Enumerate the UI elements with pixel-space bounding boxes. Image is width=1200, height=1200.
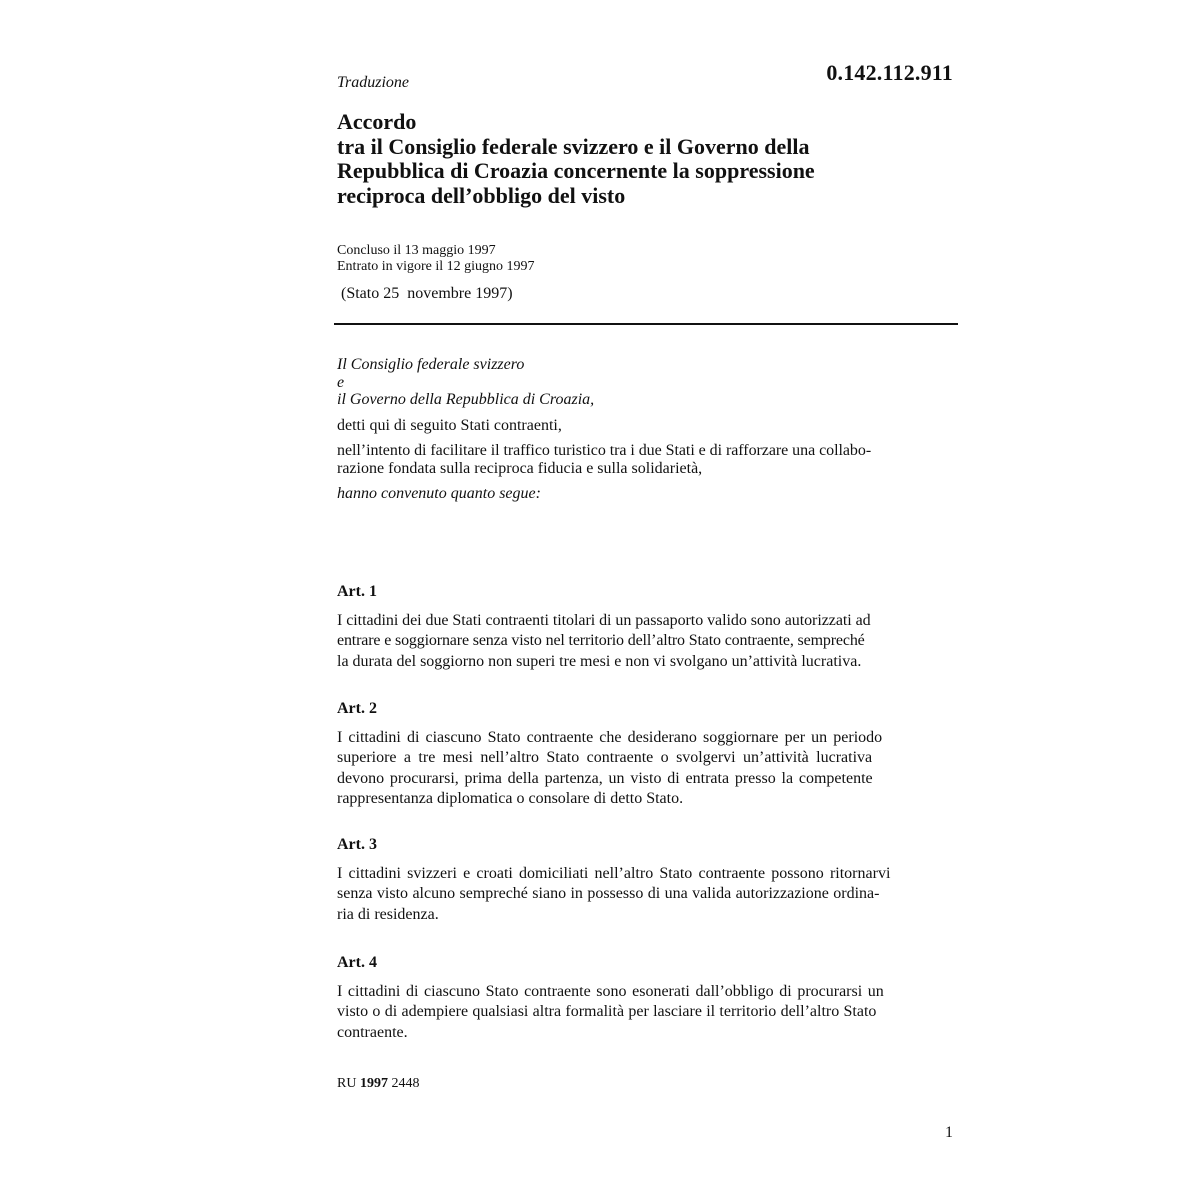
article-heading: Art. 2: [337, 700, 377, 717]
article-heading: Art. 3: [337, 836, 377, 853]
article-line: senza visto alcuno sempreché siano in possesso di una valida autorizzazione ordina-: [337, 885, 880, 903]
preamble-agreed: hanno convenuto quanto segue:: [337, 485, 541, 502]
article-line: entrare e soggiornare senza visto nel territorio dell’altro Stato contraente, sempreché: [337, 632, 865, 650]
translation-label: Traduzione: [337, 74, 410, 91]
concluded-date: Concluso il 13 maggio 1997: [337, 243, 496, 258]
article-line: I cittadini di ciascuno Stato contraente sono esonerati dall’obbligo di procurarsi un: [337, 983, 884, 1000]
article-line: contraente.: [337, 1023, 408, 1041]
article-line: I cittadini svizzeri e croati domiciliati nell’altro Stato contraente possono ritornarvi: [337, 865, 891, 882]
article-heading: Art. 1: [337, 583, 377, 600]
page-number: 1: [945, 1124, 953, 1141]
preamble-party-1: Il Consiglio federale svizzero: [337, 356, 525, 373]
title-line: Repubblica di Croazia concernente la soppressione: [337, 158, 815, 183]
title-line: reciproca dell’obbligo del visto: [337, 182, 626, 208]
preamble-intent: [337, 442, 955, 477]
sr-number: 0.142.112.911: [826, 60, 953, 85]
title-line: Accordo: [337, 109, 417, 134]
article-line: rappresentanza diplomatica o consolare di detto Stato.: [337, 789, 684, 807]
article-body: [337, 728, 955, 809]
document-title: [337, 110, 955, 208]
official-collection-reference: [337, 1076, 955, 1092]
article-body: [337, 864, 955, 925]
in-force-date: Entrato in vigore il 12 giugno 1997: [337, 259, 535, 274]
status-date: (Stato 25 novembre 1997): [337, 285, 513, 302]
article-line: devono procurarsi, prima della partenza, un visto di entrata presso la competente: [337, 769, 873, 787]
article-line: visto o di adempiere qualsiasi altra formalità per lasciare il territorio dell’altro Stato: [337, 1003, 877, 1021]
preamble-conjunction: e: [337, 373, 345, 391]
article-line: superiore a tre mesi nell’altro Stato contraente o svolgervi un’attività lucrativa: [337, 749, 873, 767]
article-line: la durata del soggiorno non superi tre mesi e non vi svolgano un’attività lucrativa.: [337, 652, 862, 670]
preamble-intent-line: nell’intento di facilitare il traffico turistico tra i due Stati e di rafforzare una collabo-: [337, 442, 872, 459]
ru-page: 2448: [391, 1076, 420, 1091]
ru-year: 1997: [359, 1076, 388, 1091]
article-line: ria di residenza.: [337, 905, 439, 923]
header-divider: [334, 323, 958, 325]
preamble: [337, 356, 955, 503]
title-line: tra il Consiglio federale svizzero e il Governo della: [337, 133, 810, 159]
ru-prefix: RU: [337, 1076, 357, 1091]
document-meta: [337, 243, 955, 275]
preamble-intent-line: razione fondata sulla reciproca fiducia e sulla solidarietà,: [337, 459, 703, 477]
preamble-designation: detti qui di seguito Stati contraenti,: [337, 416, 562, 434]
article-line: I cittadini di ciascuno Stato contraente che desiderano soggiornare per un periodo: [337, 729, 883, 746]
article-line: I cittadini dei due Stati contraenti titolari di un passaporto valido sono autorizzati ad: [337, 612, 871, 629]
article-body: [337, 611, 955, 672]
preamble-party-2: il Governo della Repubblica di Croazia,: [337, 391, 595, 408]
article-body: [337, 982, 955, 1043]
article-heading: Art. 4: [337, 954, 377, 971]
